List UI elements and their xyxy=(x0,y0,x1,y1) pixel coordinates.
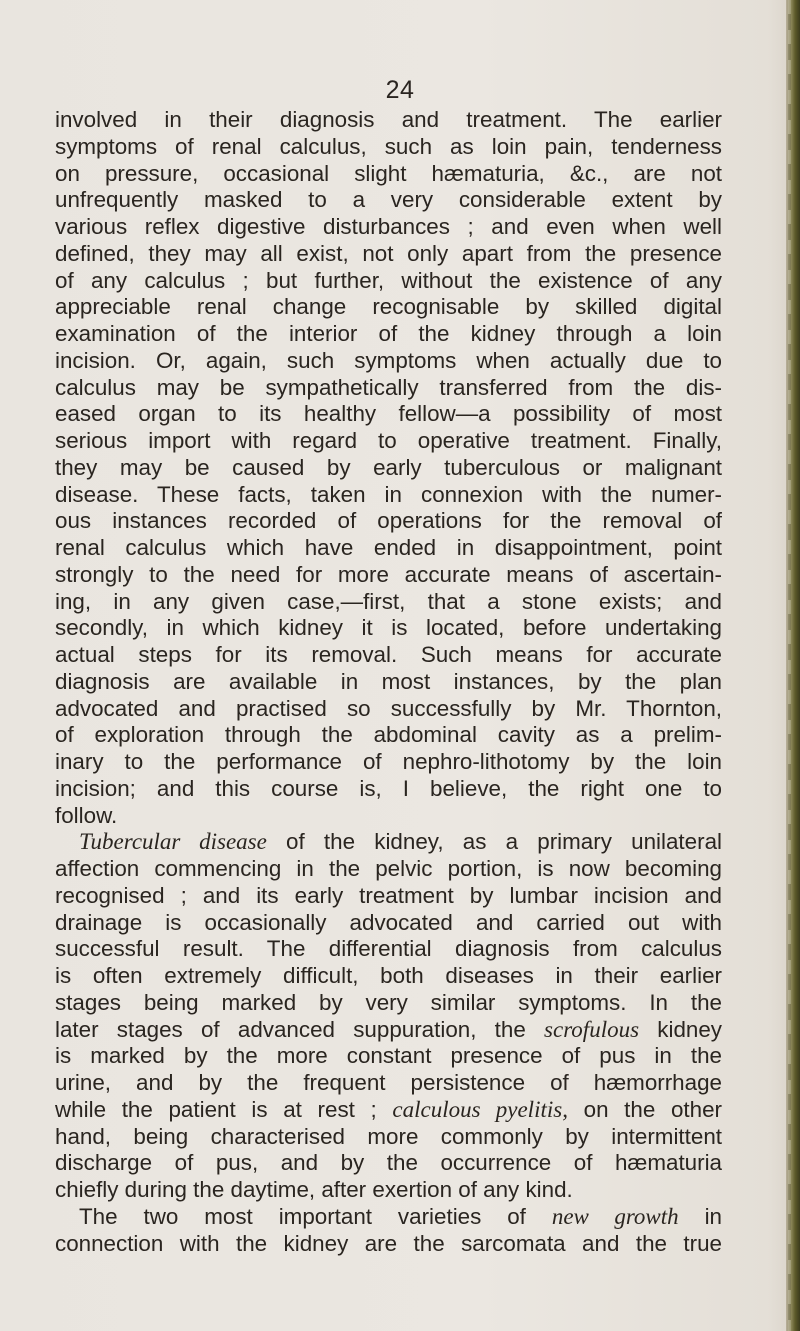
text-segment: of exploration through the abdominal cavity as a prelim- xyxy=(55,722,722,748)
text-segment: unfrequently masked to a very considerable extent by xyxy=(55,187,722,213)
body-text xyxy=(55,107,722,1257)
text-line xyxy=(55,1017,722,1044)
text-line xyxy=(55,134,722,161)
text-segment: diagnosis are available in most instances, by the plan xyxy=(55,668,722,694)
text-line xyxy=(55,1150,722,1177)
text-line xyxy=(55,722,722,749)
text-segment: appreciable renal change recognisable by skilled digital xyxy=(55,294,722,320)
text-line xyxy=(55,107,722,134)
text-segment: drainage is occasionally advocated and carried out with xyxy=(55,909,722,935)
text-segment: incision. Or, again, such symptoms when actually due to xyxy=(55,347,722,373)
text-segment: is often extremely difficult, both diseases in their earlier xyxy=(55,963,722,988)
text-segment: of any calculus ; but further, without the existence of any xyxy=(55,267,722,293)
text-segment: incision; and this course is, I believe, the right one to xyxy=(55,775,722,801)
text-segment: they may be caused by early tuberculous or malignant xyxy=(55,454,722,480)
text-segment: renal calculus which have ended in disappointment, point xyxy=(55,535,722,560)
text-line xyxy=(55,1043,722,1070)
text-line xyxy=(55,883,722,910)
text-segment: later stages of advanced suppuration, the xyxy=(55,1016,545,1042)
text-segment: discharge of pus, and by the occurrence of hæmaturia xyxy=(55,1150,722,1176)
text-line xyxy=(55,428,722,455)
text-segment: chiefly during the daytime, after exertion of any kind. xyxy=(55,1177,573,1202)
italic-term: new growth xyxy=(551,1203,679,1229)
text-line xyxy=(55,803,722,830)
text-segment: actual steps for its removal. Such means for accurate xyxy=(55,642,722,667)
text-line xyxy=(55,321,722,348)
text-segment: various reflex digestive disturbances ; and even when well xyxy=(55,214,722,239)
text-line xyxy=(55,990,722,1017)
text-line xyxy=(55,1097,722,1124)
text-segment: stages being marked by very similar symptoms. In the xyxy=(55,989,722,1015)
text-segment: strongly to the need for more accurate means of ascertain- xyxy=(55,561,722,587)
text-line xyxy=(55,508,722,535)
text-segment: advocated and practised so successfully by Mr. Thornton, xyxy=(55,695,722,721)
text-segment: calculus may be sympathetically transferred from the dis- xyxy=(55,374,722,400)
text-segment: of the kidney, as a primary unilateral xyxy=(266,829,722,855)
text-segment: while the patient is at rest ; xyxy=(55,1096,393,1122)
text-line xyxy=(55,910,722,937)
text-line xyxy=(55,294,722,321)
text-line xyxy=(55,241,722,268)
text-line xyxy=(55,696,722,723)
text-segment: connection with the kidney are the sarcomata and the true xyxy=(55,1230,722,1256)
text-segment: ous instances recorded of operations for the removal of xyxy=(55,508,722,534)
text-segment: hand, being characterised more commonly by intermittent xyxy=(55,1123,722,1149)
text-line xyxy=(55,963,722,990)
text-line xyxy=(55,1124,722,1151)
italic-term: calculous pyelitis, xyxy=(392,1096,568,1122)
italic-term: Tubercular disease xyxy=(79,829,267,855)
text-segment: urine, and by the frequent persistence of hæmorrhage xyxy=(55,1070,722,1095)
text-line xyxy=(55,161,722,188)
text-segment: affection commencing in the pelvic portion, is now becoming xyxy=(55,856,722,881)
text-line xyxy=(55,1070,722,1097)
text-line xyxy=(55,615,722,642)
text-segment: on pressure, occasional slight hæmaturia, &c., are not xyxy=(55,160,722,186)
text-segment: is marked by the more constant presence of pus in the xyxy=(55,1043,722,1069)
text-line xyxy=(55,268,722,295)
text-line xyxy=(55,562,722,589)
text-line xyxy=(55,1204,722,1231)
text-line xyxy=(55,214,722,241)
text-segment: serious import with regard to operative treatment. Finally, xyxy=(55,428,722,453)
text-line xyxy=(55,535,722,562)
italic-term: scrofulous xyxy=(544,1016,640,1042)
text-line xyxy=(55,455,722,482)
text-segment: recognised ; and its early treatment by lumbar incision and xyxy=(55,882,722,908)
text-segment: symptoms of renal calculus, such as loin pain, tenderness xyxy=(55,133,722,159)
text-line xyxy=(55,829,722,856)
text-segment: defined, they may all exist, not only apart from the presence xyxy=(55,240,722,266)
text-segment: involved in their diagnosis and treatment. The earlier xyxy=(55,107,722,132)
text-segment: ing, in any given case,—first, that a stone exists; and xyxy=(55,588,722,614)
text-line xyxy=(55,856,722,883)
text-segment: disease. These facts, taken in connexion with the numer- xyxy=(55,481,722,507)
text-line xyxy=(55,642,722,669)
text-line xyxy=(55,1177,722,1204)
text-segment: inary to the performance of nephro-lithotomy by the loin xyxy=(55,749,722,774)
text-line xyxy=(55,348,722,375)
text-segment: examination of the interior of the kidney through a loin xyxy=(55,321,722,346)
text-line xyxy=(55,749,722,776)
text-segment: on the other xyxy=(567,1096,723,1122)
page-edge xyxy=(786,0,800,1331)
text-line xyxy=(55,669,722,696)
text-segment: follow. xyxy=(55,802,118,828)
text-line xyxy=(55,776,722,803)
text-line xyxy=(55,936,722,963)
text-segment: eased organ to its healthy fellow—a possibility of most xyxy=(55,401,722,427)
text-line xyxy=(55,482,722,509)
text-segment: secondly, in which kidney it is located, before undertaking xyxy=(55,615,722,641)
text-segment: in xyxy=(678,1203,722,1229)
text-segment: kidney xyxy=(639,1016,722,1042)
text-segment: successful result. The differential diagnosis from calculus xyxy=(55,936,722,962)
text-line xyxy=(55,375,722,402)
text-line xyxy=(55,589,722,616)
text-segment: The two most important varieties of xyxy=(79,1203,552,1229)
text-line xyxy=(55,187,722,214)
page-number: 24 xyxy=(385,76,415,104)
text-line xyxy=(55,401,722,428)
text-line xyxy=(55,1231,722,1258)
